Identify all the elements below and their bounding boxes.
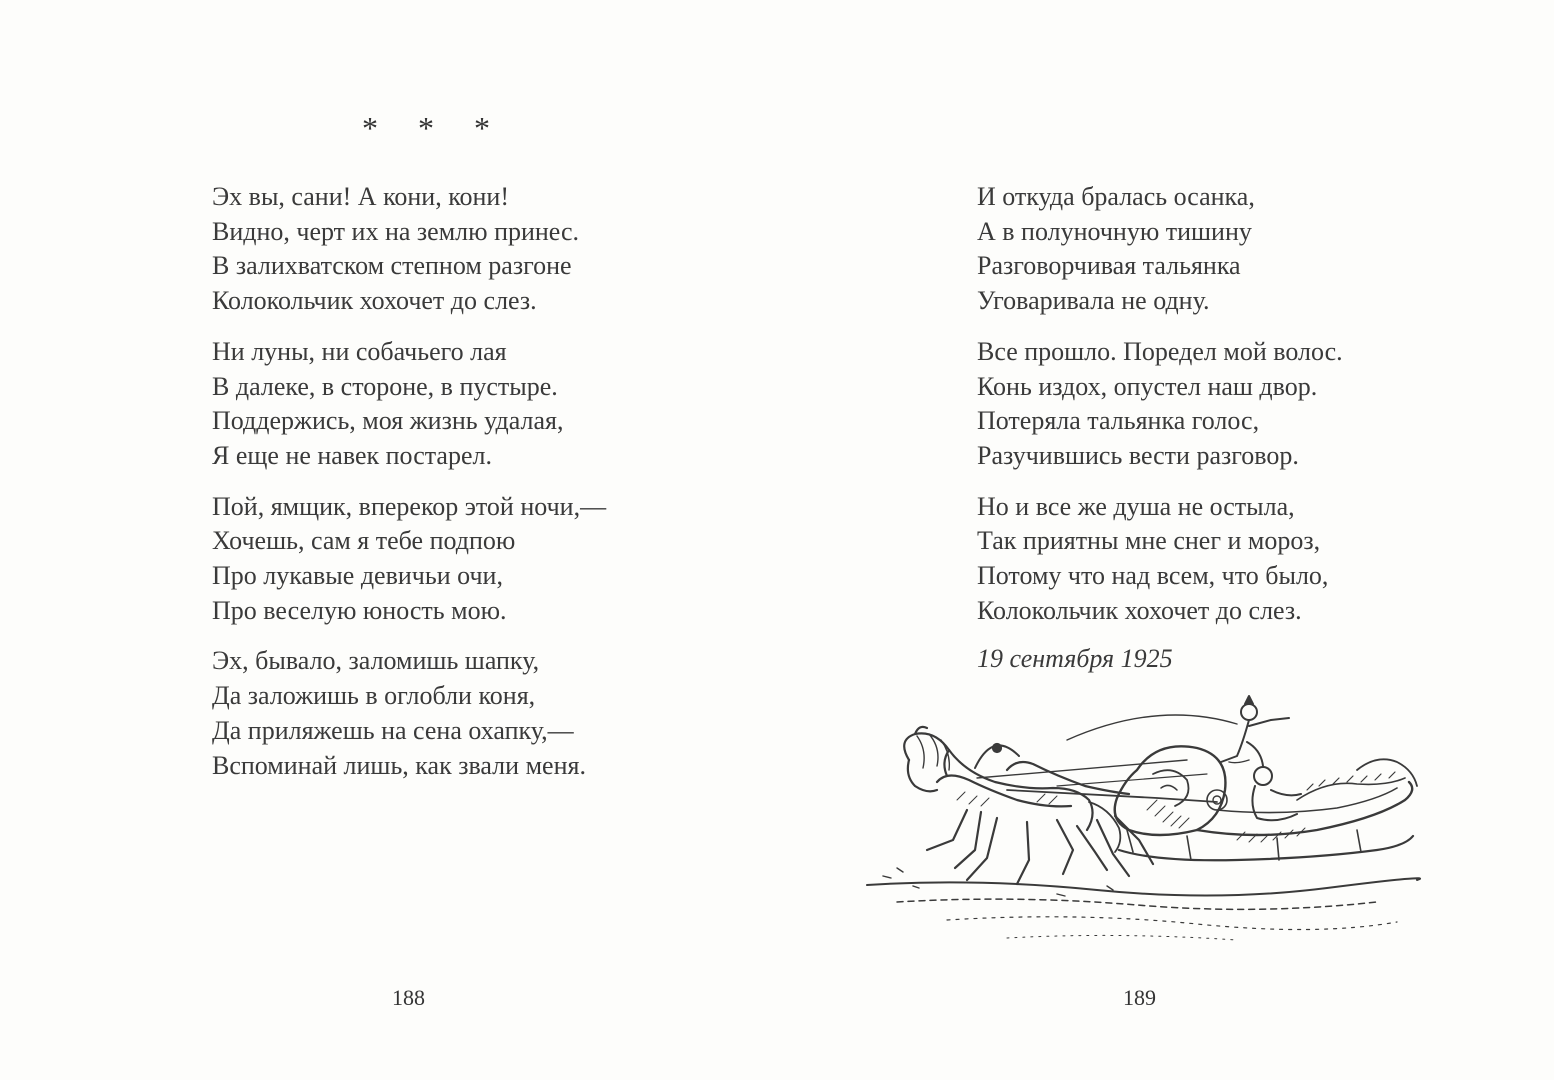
poem-line: Пой, ямщик, вперекор этой ночи,— [212,491,607,521]
troika-sleigh-illustration [857,690,1437,955]
poem-line: Про лукавые девичьи очи, [212,561,503,591]
stanza [212,490,606,629]
poem-line: Вспоминай лишь, как звали меня. [212,750,586,780]
poem-line: Ни луны, ни собачьего лая [212,336,507,366]
stanza [212,335,606,474]
poem-line: Да приляжешь на сена охапку,— [212,715,574,745]
poem-line: Все прошло. Поредел мой волос. [977,336,1343,366]
poem-line: Потеряла тальянка голос, [977,406,1260,436]
poem-line: Про веселую юность мою. [212,595,507,625]
page-number: 189 [1123,985,1156,1010]
stanza [977,335,1343,474]
poem-line: В залихватском степном разгоне [212,251,572,281]
poem-line: Разучившись вести разговор. [977,440,1299,470]
poem-line: Конь издох, опустел наш двор. [977,371,1318,401]
stanza [212,644,606,783]
poem-line: И откуда бралась осанка, [977,182,1255,211]
poem-line: Да заложишь в оглобли коня, [212,681,536,711]
poem-left [212,180,606,799]
poem-line: А в полуночную тишину [977,216,1252,246]
poem-line: Я еще не навек постарел. [212,440,492,470]
poem-line: Разговорчивая тальянка [977,251,1241,281]
poem-right [977,180,1343,644]
poem-line: Колокольчик хохочет до слез. [977,595,1302,625]
poem-line: Так приятны мне снег и мороз, [977,526,1321,556]
poem-line: В далеке, в стороне, в пустыре. [212,371,558,401]
stanza [212,180,606,319]
poem-line: Эх вы, сани! А кони, кони! [212,182,510,211]
stanza [977,490,1343,629]
poem-line: Хочешь, сам я тебе подпою [212,526,516,556]
poem-line: Эх, бывало, заломишь шапку, [212,646,540,676]
stanza [977,180,1343,319]
poem-date: 19 сентября 1925 [977,644,1173,673]
poem-line: Но и все же душа не остыла, [977,491,1295,521]
poem-line: Потому что над всем, что было, [977,561,1329,591]
poem-line: Колокольчик хохочет до слез. [212,286,537,316]
poem-line: Поддержись, моя жизнь удалая, [212,406,564,436]
poem-line: Уговаривала не одну. [977,286,1210,316]
right-page [777,0,1554,1080]
page-number: 188 [392,985,425,1010]
section-ornament: * * * [362,110,506,146]
poem-line: Видно, черт их на землю принес. [212,216,580,246]
